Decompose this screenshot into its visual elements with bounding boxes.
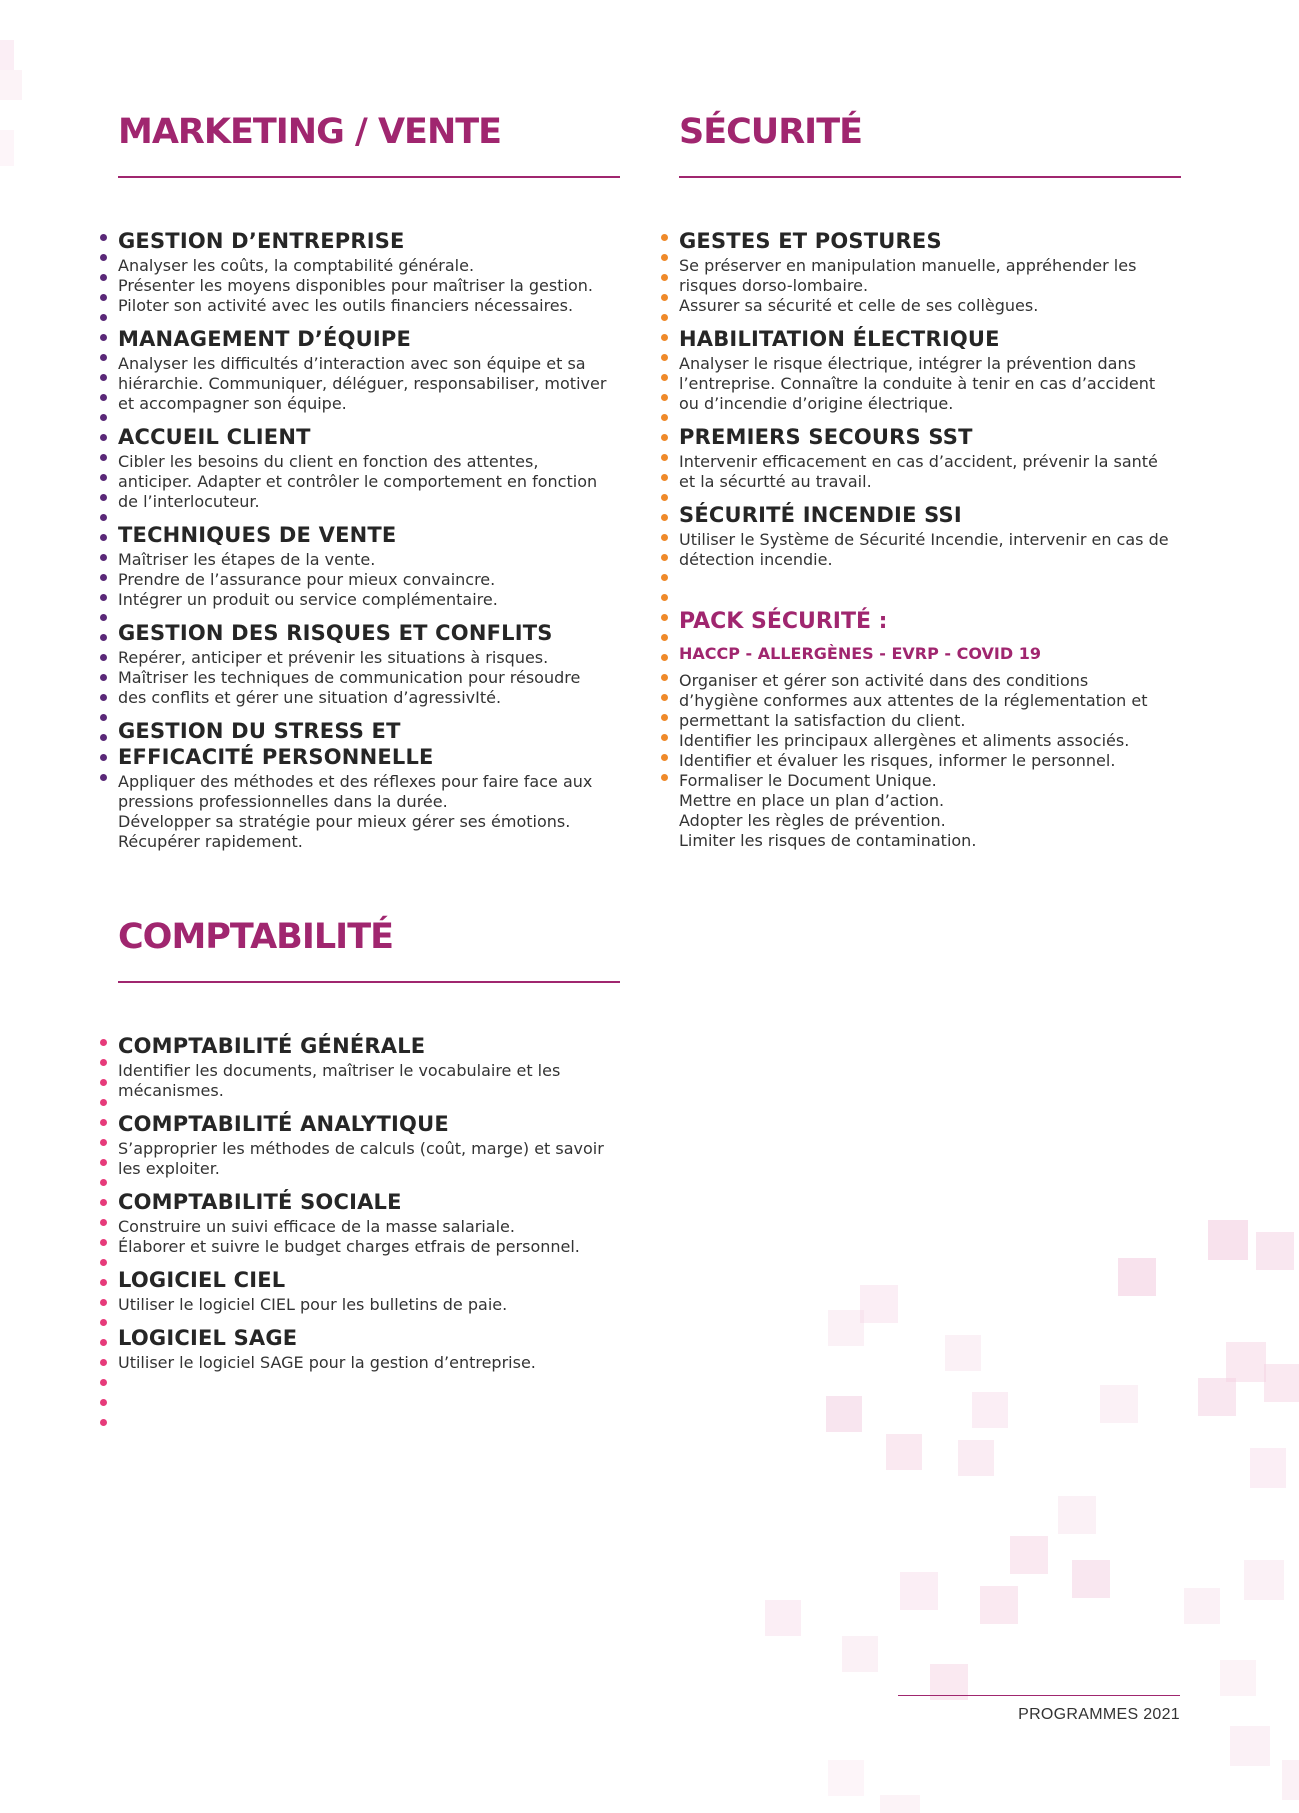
list-item	[679, 424, 1181, 492]
pack-description: Organiser et gérer son activité dans des conditions d’hygiène conformes aux attentes de la réglementation et permettant la satisfaction du client. Identifier les principaux allergènes et aliments associés. Identifier et évaluer les risques, informer le personnel. Formaliser le Document Unique. Mettre en place un plan d’action. Adopter les règles de prévention. Limiter les risques de contamination.	[679, 671, 1148, 850]
list-item	[679, 228, 1181, 316]
item-title: COMPTABILITÉ GÉNÉRALE	[118, 1034, 426, 1058]
item-description: S’approprier les méthodes de calculs (coût, marge) et savoir les exploiter.	[118, 1139, 604, 1178]
item-title: GESTION D’ENTREPRISE	[118, 229, 405, 253]
comptabilite-heading: COMPTABILITÉ	[118, 917, 393, 957]
item-description: Appliquer des méthodes et des réflexes pour faire face aux pressions professionnelles dans la durée. Développer sa stratégie pour mieux gérer ses émotions. Récupérer rapidement.	[118, 772, 593, 851]
item-description: Identifier les documents, maîtriser le vocabulaire et les mécanismes.	[118, 1061, 561, 1100]
item-description: Repérer, anticiper et prévenir les situations à risques. Maîtriser les techniques de communication pour résoudre des conflits et gérer une situation d’agressivIté.	[118, 648, 581, 707]
comptabilite-list	[118, 1033, 620, 1373]
list-item	[118, 1033, 620, 1101]
list-item	[679, 502, 1181, 570]
comptabilite-bullet-column	[100, 1033, 108, 1433]
item-title: TECHNIQUES DE VENTE	[118, 523, 397, 547]
securite-heading: SÉCURITÉ	[679, 112, 862, 152]
item-description: Se préserver en manipulation manuelle, appréhender les risques dorso-lombaire. Assurer sa sécurité et celle de ses collègues.	[679, 256, 1137, 315]
item-description: Utiliser le logiciel CIEL pour les bulletins de paie.	[118, 1295, 508, 1314]
marketing-section	[118, 110, 620, 862]
list-item	[118, 424, 620, 512]
item-title: LOGICIEL SAGE	[118, 1326, 298, 1350]
list-item	[118, 1189, 620, 1257]
securite-bullet-column	[661, 228, 669, 788]
securite-rule	[679, 176, 1181, 178]
item-title: GESTES ET POSTURES	[679, 229, 942, 253]
item-description: Analyser le risque électrique, intégrer la prévention dans l’entreprise. Connaître la conduite à tenir en cas d’accident ou d’incendie d’origine électrique.	[679, 354, 1156, 413]
item-title: HABILITATION ÉLECTRIQUE	[679, 327, 1000, 351]
pack-subtitle: HACCP - ALLERGÈNES - EVRP - COVID 19	[679, 644, 1041, 663]
list-item	[118, 620, 620, 708]
item-title: PREMIERS SECOURS SST	[679, 425, 973, 449]
marketing-heading: MARKETING / VENTE	[118, 112, 502, 152]
item-title: COMPTABILITÉ ANALYTIQUE	[118, 1112, 449, 1136]
securite-section	[679, 110, 1181, 851]
list-item	[118, 326, 620, 414]
item-description: Construire un suivi efficace de la masse salariale. Élaborer et suivre le budget charges etfrais de personnel.	[118, 1217, 580, 1256]
item-title: COMPTABILITÉ SOCIALE	[118, 1190, 402, 1214]
item-description: Utiliser le Système de Sécurité Incendie, intervenir en cas de détection incendie.	[679, 530, 1169, 569]
item-title: GESTION DES RISQUES ET CONFLITS	[118, 621, 553, 645]
comptabilite-section	[118, 915, 620, 1383]
list-item	[118, 522, 620, 610]
item-title: MANAGEMENT D’ÉQUIPE	[118, 327, 412, 351]
item-description: Intervenir efficacement en cas d’accident, prévenir la santé et la sécurtté au travail.	[679, 452, 1158, 491]
item-description: Analyser les difficultés d’interaction avec son équipe et sa hiérarchie. Communiquer, déléguer, responsabiliser, motiver et accompagner son équipe.	[118, 354, 607, 413]
list-item	[118, 1111, 620, 1179]
list-item	[118, 1267, 620, 1315]
item-title: GESTION DU STRESS ET EFFICACITÉ PERSONNELLE	[118, 719, 434, 769]
item-description: Analyser les coûts, la comptabilité générale. Présenter les moyens disponibles pour maîtriser la gestion. Piloter son activité avec les outils financiers nécessaires.	[118, 256, 593, 315]
list-item	[118, 718, 620, 852]
marketing-rule	[118, 176, 620, 178]
marketing-bullet-column	[100, 228, 108, 788]
item-description: Utiliser le logiciel SAGE pour la gestion d’entreprise.	[118, 1353, 536, 1372]
item-description: Cibler les besoins du client en fonction des attentes, anticiper. Adapter et contrôler le comportement en fonction de l’interlocuteur.	[118, 452, 598, 511]
item-title: SÉCURITÉ INCENDIE SSI	[679, 503, 962, 527]
securite-list	[679, 228, 1181, 570]
footer-rule	[898, 1695, 1180, 1696]
item-title: LOGICIEL CIEL	[118, 1268, 286, 1292]
item-description: Maîtriser les étapes de la vente. Prendre de l’assurance pour mieux convaincre. Intégrer un produit ou service complémentaire.	[118, 550, 498, 609]
list-item	[118, 228, 620, 316]
list-item	[679, 326, 1181, 414]
comptabilite-rule	[118, 981, 620, 983]
footer-label: PROGRAMMES 2021	[1018, 1706, 1180, 1723]
marketing-list	[118, 228, 620, 852]
pack-securite	[679, 608, 1181, 851]
item-title: ACCUEIL CLIENT	[118, 425, 311, 449]
list-item	[118, 1325, 620, 1373]
pack-title: PACK SÉCURITÉ :	[679, 609, 888, 634]
